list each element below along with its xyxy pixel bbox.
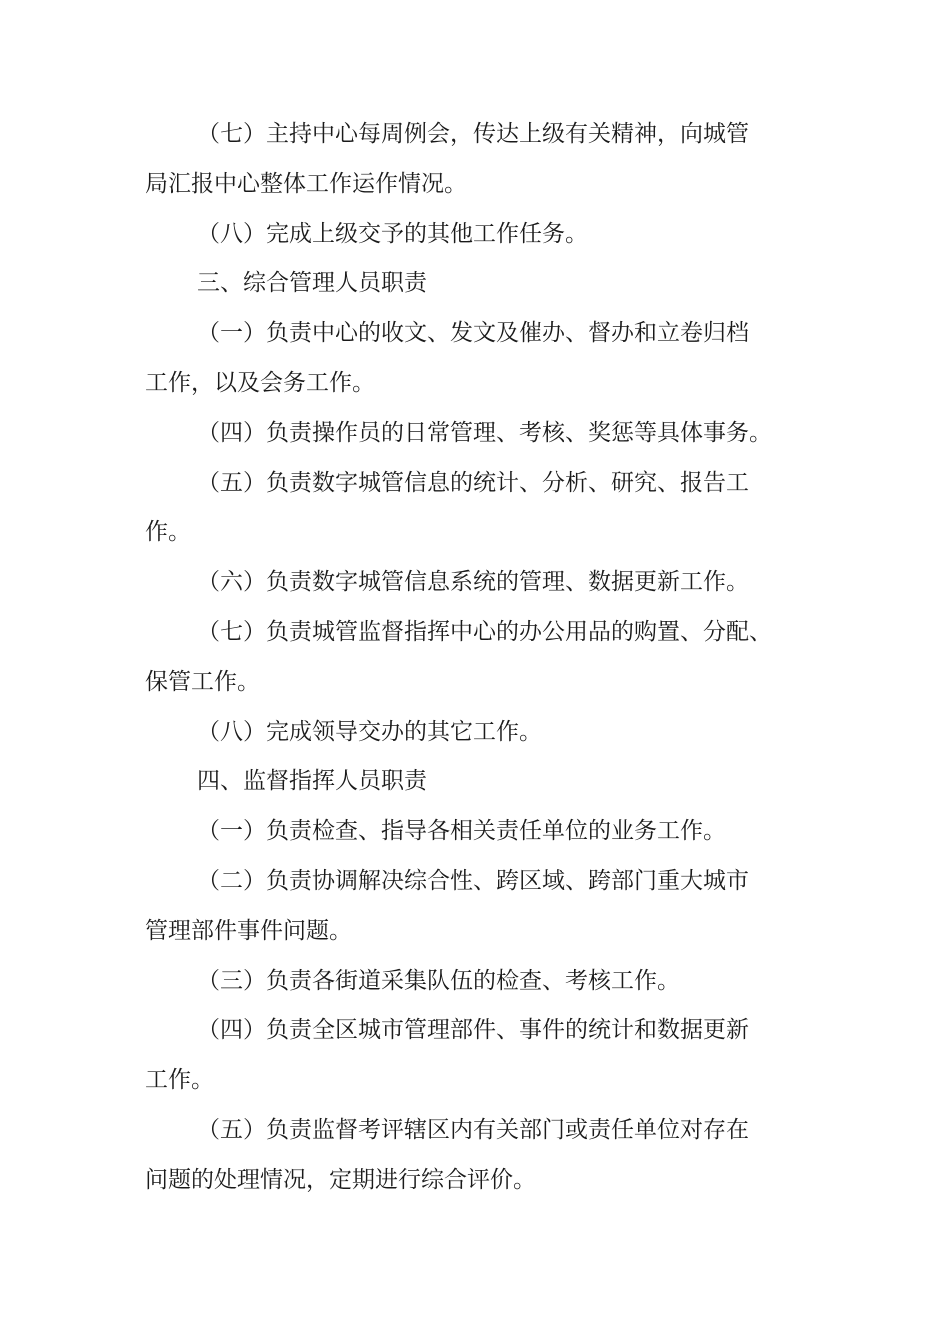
paragraph-line: （一）负责检查、指导各相关责任单位的业务工作。 (197, 818, 726, 845)
paragraph-line: 工作，以及会务工作。 (145, 369, 375, 396)
paragraph-line: 管理部件事件问题。 (145, 917, 352, 944)
paragraph-line: （四）负责操作员的日常管理、考核、奖惩等具体事务。 (197, 419, 772, 446)
section-heading: 三、综合管理人员职责 (197, 270, 427, 297)
paragraph-line: 工作。 (145, 1067, 214, 1094)
paragraph-line: （五）负责监督考评辖区内有关部门或责任单位对存在 (197, 1116, 749, 1143)
paragraph-line: 作。 (145, 519, 191, 546)
section-heading: 四、监督指挥人员职责 (197, 768, 427, 795)
paragraph-line: （四）负责全区城市管理部件、事件的统计和数据更新 (197, 1017, 749, 1044)
paragraph-line: （七）主持中心每周例会，传达上级有关精神，向城管 (197, 121, 749, 147)
paragraph-line: （五）负责数字城管信息的统计、分析、研究、报告工 (197, 469, 749, 496)
paragraph-line: （八）完成上级交予的其他工作任务。 (197, 220, 588, 247)
paragraph-line: （八）完成领导交办的其它工作。 (197, 718, 542, 745)
paragraph-line: （七）负责城管监督指挥中心的办公用品的购置、分配、 (197, 618, 772, 645)
paragraph-line: （六）负责数字城管信息系统的管理、数据更新工作。 (197, 569, 749, 596)
document-body (145, 110, 810, 1206)
paragraph-line: （一）负责中心的收文、发文及催办、督办和立卷归档 (197, 320, 749, 347)
paragraph-line: （三）负责各街道采集队伍的检查、考核工作。 (197, 967, 680, 994)
paragraph-line: 保管工作。 (145, 668, 260, 695)
paragraph-line: 问题的处理情况，定期进行综合评价。 (145, 1166, 536, 1193)
paragraph-line: 局汇报中心整体工作运作情况。 (145, 170, 467, 197)
paragraph-line: （二）负责协调解决综合性、跨区域、跨部门重大城市 (197, 867, 749, 894)
